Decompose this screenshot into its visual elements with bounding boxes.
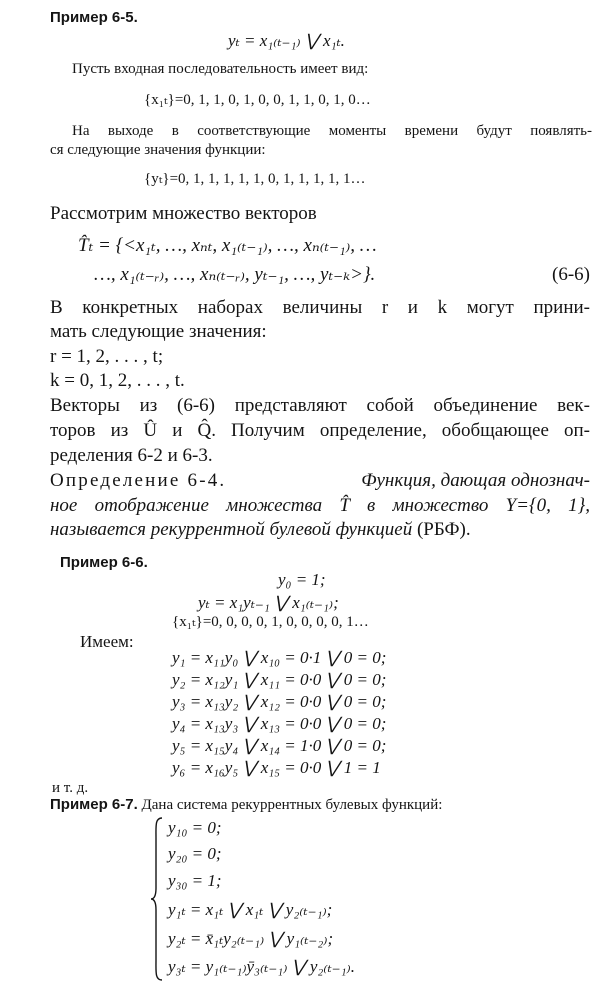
etc-text: и т. д. <box>52 780 89 796</box>
have-label: Имеем: <box>80 632 134 651</box>
definition-line-2: ное отображение множества T̂ в множество Y={0, 1}, <box>50 495 590 516</box>
example-6-6-input-sequence: {x₁ₜ}=0, 0, 0, 0, 1, 0, 0, 0, 0, 1… <box>172 614 369 630</box>
output-intro-line-1: На выходе в соответствующие моменты времени будут появлять- <box>72 123 592 139</box>
computation-row-5: y₅ = x₁₅y₄ ⋁ x₁₄ = 1·0 ⋁ 0 = 0; <box>172 736 387 755</box>
example-6-7-intro <box>50 797 442 813</box>
computation-row-3: y₃ = x₁₃y₂ ⋁ x₁₂ = 0·0 ⋁ 0 = 0; <box>172 692 387 711</box>
system-equation-5: y₂ₜ = x̄₁ₜy₂₍ₜ₋₁₎ ⋁ y₁₍ₜ₋₂₎; <box>168 929 334 948</box>
system-equation-1: y₁₀ = 0; <box>168 818 222 837</box>
input-intro-text: Пусть входная последовательность имеет вид: <box>72 61 369 77</box>
definition-term: называется рекуррентной булевой функцией <box>50 519 413 540</box>
system-brace <box>150 816 164 982</box>
definition-label: Определение 6-4. <box>50 470 227 491</box>
k-values: k = 0, 1, 2, . . . , t. <box>50 370 185 391</box>
computation-row-4: y₄ = x₁₃y₃ ⋁ x₁₃ = 0·0 ⋁ 0 = 0; <box>172 714 387 733</box>
vector-set-line-2: …, x₁₍ₜ₋ᵣ₎, …, xₙ₍ₜ₋ᵣ₎, yₜ₋₁, …, yₜ₋ₖ>}. <box>94 264 376 285</box>
vectors-intro: Рассмотрим множество векторов <box>50 203 317 224</box>
example-6-7-text: Дана система рекуррентных булевых функций: <box>141 797 443 813</box>
definition-line-1 <box>50 471 590 490</box>
definition-line-3 <box>50 520 471 539</box>
computation-row-1: y₁ = x₁₁y₀ ⋁ x₁₀ = 0·1 ⋁ 0 = 0; <box>172 648 387 667</box>
paragraph-2-line-2: торов из Û и Q̂. Получим определение, обобщающее оп- <box>50 420 590 441</box>
example-6-5-heading: Пример 6-5. <box>50 9 138 26</box>
definition-line-1-text: Функция, дающая однознач- <box>361 470 590 491</box>
system-equation-3: y₃₀ = 1; <box>168 871 222 890</box>
input-sequence: {x₁ₜ}=0, 1, 1, 0, 1, 0, 0, 1, 1, 0, 1, 0… <box>144 92 371 108</box>
system-equation-2: y₂₀ = 0; <box>168 844 222 863</box>
paragraph-2-line-1: Векторы из (6-6) представляют собой объединение век- <box>50 395 590 416</box>
example-6-5-formula: yₜ = x₁₍ₜ₋₁₎ ⋁ x₁ₜ. <box>228 31 345 50</box>
initial-condition: y₀ = 1; <box>278 570 326 589</box>
system-equation-6: y₃ₜ = y₁₍ₜ₋₁₎ȳ₃₍ₜ₋₁₎ ⋁ y₂₍ₜ₋₁₎. <box>168 957 355 976</box>
computation-row-2: y₂ = x₁₂y₁ ⋁ x₁₁ = 0·0 ⋁ 0 = 0; <box>172 670 387 689</box>
vector-set-line-1: T̂ₜ = {<x₁ₜ, …, xₙₜ, x₁₍ₜ₋₁₎, …, xₙ₍ₜ₋₁₎, … <box>78 235 377 256</box>
paragraph-1-line-2: мать следующие значения: <box>50 321 267 342</box>
definition-abbreviation: (РБФ). <box>416 519 471 540</box>
system-equation-4: y₁ₜ = x₁ₜ ⋁ x₁ₜ ⋁ y₂₍ₜ₋₁₎; <box>168 900 333 919</box>
paragraph-1-line-1: В конкретных наборах величины r и k могут прини- <box>50 297 590 318</box>
computation-row-6: y₆ = x₁₆y₅ ⋁ x₁₅ = 0·0 ⋁ 1 = 1 <box>172 758 381 777</box>
example-6-6-formula: yₜ = x₁yₜ₋₁ ⋁ x₁₍ₜ₋₁₎; <box>198 593 339 612</box>
output-sequence: {yₜ}=0, 1, 1, 1, 1, 1, 0, 1, 1, 1, 1, 1… <box>144 171 366 187</box>
output-intro-line-2: ся следующие значения функции: <box>50 142 266 158</box>
paragraph-2-line-3: ределения 6-2 и 6-3. <box>50 445 213 466</box>
example-6-7-heading: Пример 6-7. <box>50 796 138 813</box>
equation-number: (6-6) <box>552 264 590 285</box>
example-6-6-heading: Пример 6-6. <box>60 554 148 571</box>
r-values: r = 1, 2, . . . , t; <box>50 346 164 367</box>
